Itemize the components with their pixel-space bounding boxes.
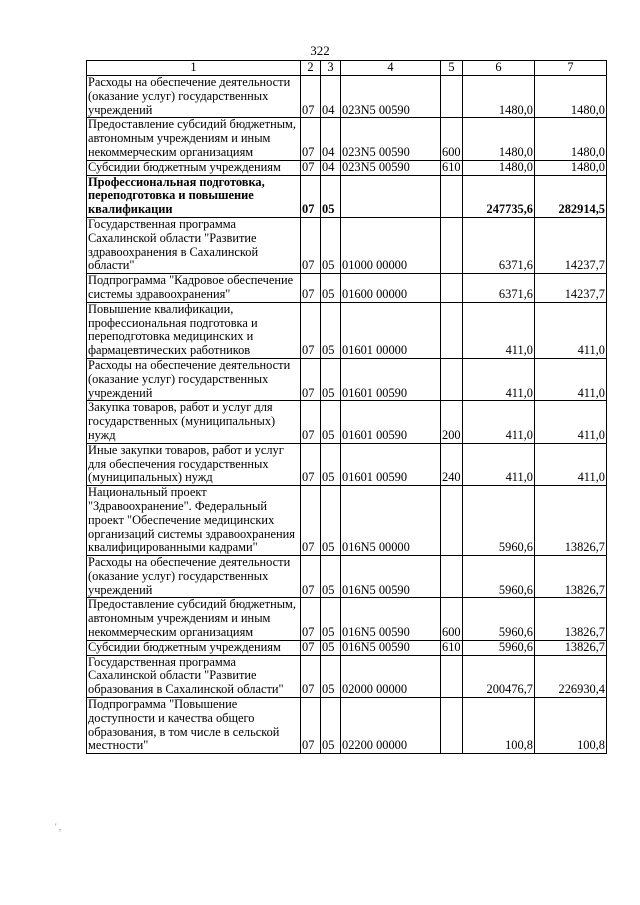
table-row xyxy=(87,118,607,160)
section-code-cell: 07 xyxy=(301,302,321,358)
row-name-cell: Субсидии бюджетным учреждениям xyxy=(87,640,301,655)
amount-year2-cell: 14237,7 xyxy=(535,274,607,303)
table-row xyxy=(87,302,607,358)
subsection-code-cell: 05 xyxy=(321,598,341,640)
expense-type-cell xyxy=(441,217,463,273)
target-article-cell: 023N5 00590 xyxy=(341,118,441,160)
amount-year2-cell: 411,0 xyxy=(535,302,607,358)
amount-year1-cell: 6371,6 xyxy=(463,274,535,303)
amount-year1-cell: 1480,0 xyxy=(463,118,535,160)
row-name-cell: Повышение квалификации, профессиональная подготовка и переподготовка медицинских и фармацевтических работников xyxy=(87,302,301,358)
expense-type-cell xyxy=(441,76,463,118)
column-header: 6 xyxy=(463,61,535,76)
section-code-cell: 07 xyxy=(301,217,321,273)
section-code-cell: 07 xyxy=(301,655,321,697)
section-code-cell: 07 xyxy=(301,160,321,175)
amount-year2-cell: 1480,0 xyxy=(535,118,607,160)
section-code-cell: 07 xyxy=(301,358,321,400)
amount-year1-cell: 411,0 xyxy=(463,358,535,400)
section-code-cell: 07 xyxy=(301,640,321,655)
target-article-cell: 023N5 00590 xyxy=(341,160,441,175)
table-header-row xyxy=(87,61,607,76)
amount-year2-cell: 100,8 xyxy=(535,698,607,754)
subsection-code-cell: 04 xyxy=(321,118,341,160)
amount-year2-cell: 14237,7 xyxy=(535,217,607,273)
expense-type-cell: 240 xyxy=(441,443,463,485)
target-article-cell: 01000 00000 xyxy=(341,217,441,273)
table-row xyxy=(87,655,607,697)
subsection-code-cell: 05 xyxy=(321,175,341,217)
expense-type-cell xyxy=(441,175,463,217)
subsection-code-cell: 05 xyxy=(321,698,341,754)
page-number: 322 xyxy=(310,43,330,58)
section-code-cell: 07 xyxy=(301,598,321,640)
section-code-cell: 07 xyxy=(301,118,321,160)
table-row xyxy=(87,640,607,655)
row-name-cell: Закупка товаров, работ и услуг для государственных (муниципальных) нужд xyxy=(87,401,301,443)
amount-year2-cell: 282914,5 xyxy=(535,175,607,217)
row-name-cell: Предоставление субсидий бюджетным, автономным учреждениям и иным некоммерческим организациям xyxy=(87,598,301,640)
column-header: 2 xyxy=(301,61,321,76)
amount-year1-cell: 247735,6 xyxy=(463,175,535,217)
amount-year1-cell: 5960,6 xyxy=(463,640,535,655)
expense-type-cell: 200 xyxy=(441,401,463,443)
row-name-cell: Государственная программа Сахалинской области "Развитие здравоохранения в Сахалинской области" xyxy=(87,217,301,273)
table-row xyxy=(87,698,607,754)
column-header: 4 xyxy=(341,61,441,76)
subsection-code-cell: 05 xyxy=(321,640,341,655)
target-article-cell: 02000 00000 xyxy=(341,655,441,697)
amount-year1-cell: 100,8 xyxy=(463,698,535,754)
amount-year2-cell: 1480,0 xyxy=(535,160,607,175)
table-row xyxy=(87,217,607,273)
table-row xyxy=(87,358,607,400)
expense-type-cell: 600 xyxy=(441,118,463,160)
row-name-cell: Подпрограмма "Повышение доступности и качества общего образования, в том числе в сельской местности" xyxy=(87,698,301,754)
amount-year1-cell: 1480,0 xyxy=(463,160,535,175)
amount-year1-cell: 411,0 xyxy=(463,443,535,485)
section-code-cell: 07 xyxy=(301,175,321,217)
expense-type-cell: 610 xyxy=(442,639,461,654)
expense-type-cell: 610 xyxy=(442,159,461,174)
table-row xyxy=(87,76,607,118)
row-name-cell: Расходы на обеспечение деятельности (оказание услуг) государственных учреждений xyxy=(87,556,301,598)
amount-year2-cell: 13826,7 xyxy=(535,556,607,598)
target-article-cell: 016N5 00590 xyxy=(341,556,441,598)
target-article-cell: 01601 00590 xyxy=(341,443,441,485)
amount-year1-cell: 6371,6 xyxy=(463,217,535,273)
section-code-cell: 07 xyxy=(301,556,321,598)
row-name-cell: Расходы на обеспечение деятельности (оказание услуг) государственных учреждений xyxy=(87,76,301,118)
section-code-cell: 07 xyxy=(301,76,321,118)
table-body xyxy=(87,76,607,754)
row-name-cell: Подпрограмма "Кадровое обеспечение системы здравоохранения" xyxy=(87,274,301,303)
target-article-cell: 023N5 00590 xyxy=(341,76,441,118)
column-header: 1 xyxy=(87,61,301,76)
scan-mark: ' , xyxy=(55,822,62,832)
row-name-cell: Расходы на обеспечение деятельности (оказание услуг) государственных учреждений xyxy=(87,358,301,400)
subsection-code-cell: 05 xyxy=(321,556,341,598)
table-row xyxy=(87,556,607,598)
section-code-cell: 07 xyxy=(301,401,321,443)
budget-table xyxy=(86,60,607,754)
expense-type-cell xyxy=(441,358,463,400)
target-article-cell: 01601 00000 xyxy=(341,302,441,358)
column-header: 5 xyxy=(441,61,463,76)
expense-type-cell xyxy=(441,274,463,303)
table-row xyxy=(87,401,607,443)
subsection-code-cell: 05 xyxy=(321,302,341,358)
row-name-cell: Предоставление субсидий бюджетным, автономным учреждениям и иным некоммерческим организациям xyxy=(87,118,301,160)
expense-type-cell xyxy=(441,302,463,358)
amount-year1-cell: 411,0 xyxy=(463,302,535,358)
amount-year2-cell: 13826,7 xyxy=(535,598,607,640)
row-name-cell: Субсидии бюджетным учреждениям xyxy=(87,160,301,175)
subsection-code-cell: 04 xyxy=(321,76,341,118)
amount-year2-cell: 411,0 xyxy=(535,401,607,443)
amount-year1-cell: 5960,6 xyxy=(463,556,535,598)
amount-year1-cell: 411,0 xyxy=(463,401,535,443)
table-row xyxy=(87,486,607,556)
expense-type-cell xyxy=(441,486,463,556)
target-article-cell: 01601 00590 xyxy=(341,358,441,400)
amount-year1-cell: 1480,0 xyxy=(463,76,535,118)
subsection-code-cell: 05 xyxy=(321,401,341,443)
row-name-cell: Иные закупки товаров, работ и услуг для обеспечения государственных (муниципальных) нужд xyxy=(87,443,301,485)
row-name-cell: Профессиональная подготовка, переподготовка и повышение квалификации xyxy=(87,175,301,217)
expense-type-cell xyxy=(441,655,463,697)
table-row xyxy=(87,160,607,175)
section-code-cell: 07 xyxy=(301,486,321,556)
target-article-cell: 016N5 00590 xyxy=(341,598,441,640)
amount-year1-cell: 5960,6 xyxy=(463,486,535,556)
subsection-code-cell: 05 xyxy=(321,655,341,697)
amount-year2-cell: 13826,7 xyxy=(535,486,607,556)
expense-type-cell: 600 xyxy=(441,598,463,640)
target-article-cell: 016N5 00590 xyxy=(341,640,441,655)
amount-year1-cell: 200476,7 xyxy=(463,655,535,697)
target-article-cell xyxy=(341,175,441,217)
expense-type-cell xyxy=(441,556,463,598)
target-article-cell: 02200 00000 xyxy=(341,698,441,754)
table-row xyxy=(87,598,607,640)
row-name-cell: Национальный проект "Здравоохранение". Федеральный проект "Обеспечение медицинских организаций системы здравоохранения квалифицированными кадрами" xyxy=(87,486,301,556)
subsection-code-cell: 05 xyxy=(321,443,341,485)
section-code-cell: 07 xyxy=(301,274,321,303)
subsection-code-cell: 05 xyxy=(321,358,341,400)
subsection-code-cell: 05 xyxy=(321,274,341,303)
table-row xyxy=(87,443,607,485)
target-article-cell: 01601 00590 xyxy=(341,401,441,443)
column-header: 3 xyxy=(321,61,341,76)
column-header: 7 xyxy=(535,61,607,76)
row-name-cell: Государственная программа Сахалинской области "Развитие образования в Сахалинской области" xyxy=(87,655,301,697)
amount-year1-cell: 5960,6 xyxy=(463,598,535,640)
amount-year2-cell: 411,0 xyxy=(535,443,607,485)
subsection-code-cell: 04 xyxy=(321,160,341,175)
target-article-cell: 01600 00000 xyxy=(341,274,441,303)
target-article-cell: 016N5 00000 xyxy=(341,486,441,556)
section-code-cell: 07 xyxy=(301,698,321,754)
amount-year2-cell: 411,0 xyxy=(535,358,607,400)
table-row xyxy=(87,274,607,303)
amount-year2-cell: 1480,0 xyxy=(535,76,607,118)
amount-year2-cell: 13826,7 xyxy=(535,640,607,655)
subsection-code-cell: 05 xyxy=(321,486,341,556)
expense-type-cell xyxy=(441,698,463,754)
table-row xyxy=(87,175,607,217)
amount-year2-cell: 226930,4 xyxy=(535,655,607,697)
section-code-cell: 07 xyxy=(301,443,321,485)
subsection-code-cell: 05 xyxy=(321,217,341,273)
